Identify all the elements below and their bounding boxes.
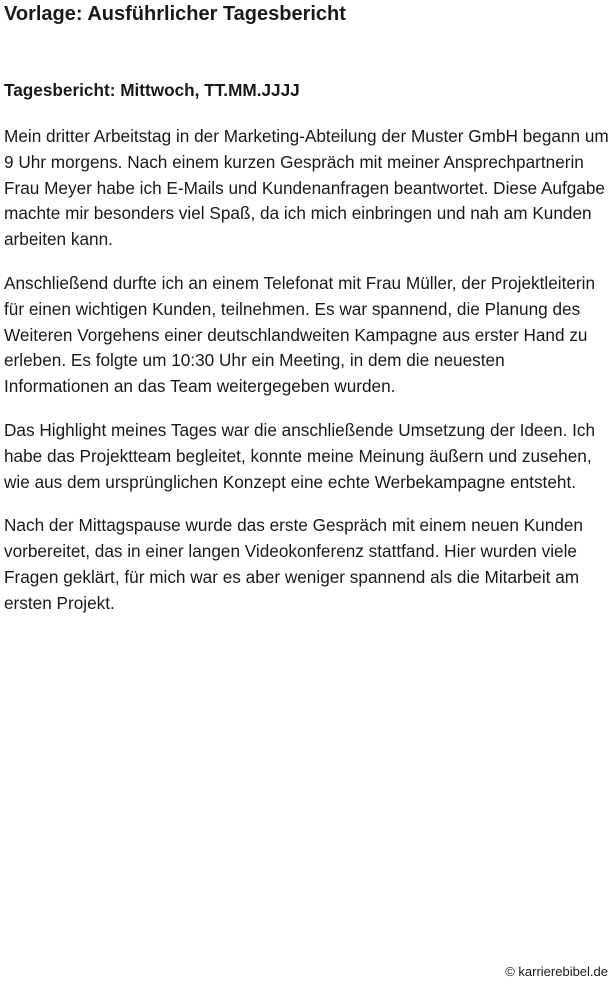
paragraph-afternoon: Nach der Mittagspause wurde das erste Gespräch mit einem neuen Kunden vorbereitet, das in einer langen Videokonferenz stattfand. Hier wurden viele Fragen geklärt, für mich war es aber weniger spannend als die Mitarbeit am ersten Projekt. <box>4 515 583 613</box>
paragraph-phone-call: Anschließend durfte ich an einem Telefonat mit Frau Müller, der Projektleiterin für einen wichtigen Kunden, teilnehmen. Es war spannend, die Planung des Weiteren Vorgehens einer deutschlandweiten Kampagne aus erster Hand zu erleben. Es folgte um 10:30 Uhr ein Meeting, in dem die neuesten Informationen an das Team weitergegeben wurden. <box>4 272 596 397</box>
report-heading: Tagesbericht: Mittwoch, TT.MM.JJJJ <box>4 80 300 100</box>
paragraph-highlight: Das Highlight meines Tages war die anschließende Umsetzung der Ideen. Ich habe das Projektteam begleitet, konnte meine Meinung äußern und zusehen, wie aus dem ursprünglichen Konzept eine echte Werbekampagne entsteht. <box>4 419 596 492</box>
report-body <box>4 124 610 635</box>
document-title: Vorlage: Ausführlicher Tagesbericht <box>4 3 346 25</box>
copyright-footer: © karrierebibel.de <box>505 964 608 979</box>
paragraph-morning: Mein dritter Arbeitstag in der Marketing-Abteilung der Muster GmbH begann um 9 Uhr morgens. Nach einem kurzen Gespräch mit meiner Ansprechpartnerin Frau Meyer habe ich E-Mails und Kundenanfragen beantwortet. Diese Aufgabe machte mir besonders viel Spaß, da ich mich einbringen und nah am Kunden arbeiten kann. <box>4 126 609 250</box>
